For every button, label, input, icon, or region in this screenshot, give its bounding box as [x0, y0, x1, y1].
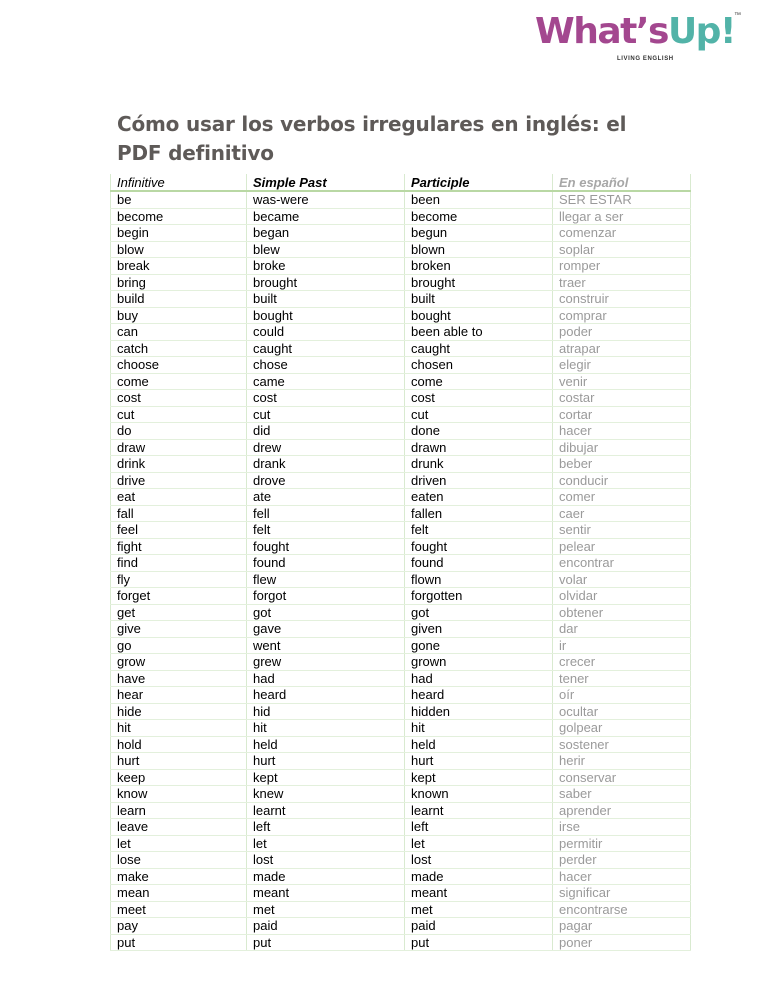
- infinitive-cell: leave: [111, 819, 247, 836]
- table-row: [111, 918, 691, 935]
- infinitive-cell: put: [111, 934, 247, 951]
- simple-past-cell: met: [247, 901, 405, 918]
- infinitive-cell: know: [111, 786, 247, 803]
- table-row: [111, 621, 691, 638]
- simple-past-cell: lost: [247, 852, 405, 869]
- spanish-cell: cortar: [553, 406, 691, 423]
- participle-cell: chosen: [405, 357, 553, 374]
- participle-cell: left: [405, 819, 553, 836]
- simple-past-cell: ate: [247, 489, 405, 506]
- infinitive-cell: hear: [111, 687, 247, 704]
- participle-cell: flown: [405, 571, 553, 588]
- infinitive-cell: grow: [111, 654, 247, 671]
- spanish-cell: olvidar: [553, 588, 691, 605]
- simple-past-cell: caught: [247, 340, 405, 357]
- spanish-cell: permitir: [553, 835, 691, 852]
- table-row: [111, 604, 691, 621]
- participle-cell: heard: [405, 687, 553, 704]
- spanish-cell: aprender: [553, 802, 691, 819]
- participle-cell: cost: [405, 390, 553, 407]
- simple-past-cell: paid: [247, 918, 405, 935]
- table-row: [111, 423, 691, 440]
- participle-cell: been able to: [405, 324, 553, 341]
- infinitive-cell: cut: [111, 406, 247, 423]
- spanish-cell: volar: [553, 571, 691, 588]
- infinitive-cell: keep: [111, 769, 247, 786]
- participle-cell: blown: [405, 241, 553, 258]
- participle-cell: eaten: [405, 489, 553, 506]
- infinitive-cell: blow: [111, 241, 247, 258]
- table-row: [111, 819, 691, 836]
- participle-cell: broken: [405, 258, 553, 275]
- simple-past-cell: was-were: [247, 191, 405, 208]
- simple-past-cell: let: [247, 835, 405, 852]
- table-row: [111, 769, 691, 786]
- table-row: [111, 868, 691, 885]
- header-infinitive: Infinitive: [111, 174, 247, 191]
- infinitive-cell: fall: [111, 505, 247, 522]
- participle-cell: fallen: [405, 505, 553, 522]
- spanish-cell: sostener: [553, 736, 691, 753]
- participle-cell: made: [405, 868, 553, 885]
- table-row: [111, 456, 691, 473]
- participle-cell: felt: [405, 522, 553, 539]
- table-row: [111, 373, 691, 390]
- simple-past-cell: fell: [247, 505, 405, 522]
- participle-cell: come: [405, 373, 553, 390]
- participle-cell: known: [405, 786, 553, 803]
- spanish-cell: construir: [553, 291, 691, 308]
- infinitive-cell: build: [111, 291, 247, 308]
- participle-cell: let: [405, 835, 553, 852]
- simple-past-cell: drew: [247, 439, 405, 456]
- spanish-cell: dar: [553, 621, 691, 638]
- participle-cell: caught: [405, 340, 553, 357]
- table-header-row: [111, 174, 691, 191]
- table-row: [111, 225, 691, 242]
- spanish-cell: ocultar: [553, 703, 691, 720]
- simple-past-cell: meant: [247, 885, 405, 902]
- logo-tagline: LIVING ENGLISH: [617, 56, 674, 62]
- participle-cell: drawn: [405, 439, 553, 456]
- infinitive-cell: hurt: [111, 753, 247, 770]
- participle-cell: lost: [405, 852, 553, 869]
- spanish-cell: golpear: [553, 720, 691, 737]
- simple-past-cell: broke: [247, 258, 405, 275]
- trademark-mark: ™: [734, 12, 741, 19]
- simple-past-cell: chose: [247, 357, 405, 374]
- spanish-cell: elegir: [553, 357, 691, 374]
- table-row: [111, 307, 691, 324]
- participle-cell: forgotten: [405, 588, 553, 605]
- table-row: [111, 670, 691, 687]
- participle-cell: been: [405, 191, 553, 208]
- spanish-cell: romper: [553, 258, 691, 275]
- spanish-cell: tener: [553, 670, 691, 687]
- simple-past-cell: blew: [247, 241, 405, 258]
- simple-past-cell: drank: [247, 456, 405, 473]
- participle-cell: hidden: [405, 703, 553, 720]
- infinitive-cell: hold: [111, 736, 247, 753]
- participle-cell: given: [405, 621, 553, 638]
- simple-past-cell: gave: [247, 621, 405, 638]
- simple-past-cell: hurt: [247, 753, 405, 770]
- table-row: [111, 241, 691, 258]
- simple-past-cell: knew: [247, 786, 405, 803]
- irregular-verbs-table: [110, 174, 691, 951]
- simple-past-cell: hit: [247, 720, 405, 737]
- participle-cell: paid: [405, 918, 553, 935]
- spanish-cell: irse: [553, 819, 691, 836]
- infinitive-cell: feel: [111, 522, 247, 539]
- table-row: [111, 687, 691, 704]
- participle-cell: drunk: [405, 456, 553, 473]
- logo-word-up: Up!: [667, 11, 735, 52]
- table-row: [111, 274, 691, 291]
- participle-cell: found: [405, 555, 553, 572]
- infinitive-cell: come: [111, 373, 247, 390]
- table-row: [111, 786, 691, 803]
- participle-cell: fought: [405, 538, 553, 555]
- spanish-cell: beber: [553, 456, 691, 473]
- participle-cell: held: [405, 736, 553, 753]
- simple-past-cell: brought: [247, 274, 405, 291]
- spanish-cell: comprar: [553, 307, 691, 324]
- infinitive-cell: begin: [111, 225, 247, 242]
- simple-past-cell: held: [247, 736, 405, 753]
- infinitive-cell: do: [111, 423, 247, 440]
- infinitive-cell: become: [111, 208, 247, 225]
- table-row: [111, 291, 691, 308]
- spanish-cell: poder: [553, 324, 691, 341]
- header-simple-past: Simple Past: [247, 174, 405, 191]
- logo-wordmark: [535, 12, 735, 52]
- participle-cell: hit: [405, 720, 553, 737]
- table-row: [111, 720, 691, 737]
- spanish-cell: crecer: [553, 654, 691, 671]
- spanish-cell: dibujar: [553, 439, 691, 456]
- spanish-cell: herir: [553, 753, 691, 770]
- infinitive-cell: be: [111, 191, 247, 208]
- participle-cell: begun: [405, 225, 553, 242]
- table-row: [111, 324, 691, 341]
- participle-cell: met: [405, 901, 553, 918]
- table-row: [111, 258, 691, 275]
- infinitive-cell: can: [111, 324, 247, 341]
- spanish-cell: conservar: [553, 769, 691, 786]
- table-row: [111, 736, 691, 753]
- simple-past-cell: cost: [247, 390, 405, 407]
- participle-cell: learnt: [405, 802, 553, 819]
- table-row: [111, 208, 691, 225]
- infinitive-cell: have: [111, 670, 247, 687]
- infinitive-cell: buy: [111, 307, 247, 324]
- participle-cell: driven: [405, 472, 553, 489]
- table-row: [111, 852, 691, 869]
- spanish-cell: ir: [553, 637, 691, 654]
- participle-cell: become: [405, 208, 553, 225]
- table-row: [111, 703, 691, 720]
- simple-past-cell: bought: [247, 307, 405, 324]
- simple-past-cell: drove: [247, 472, 405, 489]
- simple-past-cell: hid: [247, 703, 405, 720]
- simple-past-cell: had: [247, 670, 405, 687]
- participle-cell: hurt: [405, 753, 553, 770]
- table-body: [111, 191, 691, 951]
- spanish-cell: saber: [553, 786, 691, 803]
- participle-cell: meant: [405, 885, 553, 902]
- simple-past-cell: forgot: [247, 588, 405, 605]
- spanish-cell: pelear: [553, 538, 691, 555]
- document-title: Cómo usar los verbos irregulares en inglés: el PDF definitivo: [117, 112, 627, 165]
- spanish-cell: comenzar: [553, 225, 691, 242]
- spanish-cell: encontrarse: [553, 901, 691, 918]
- simple-past-cell: built: [247, 291, 405, 308]
- participle-cell: bought: [405, 307, 553, 324]
- spanish-cell: hacer: [553, 868, 691, 885]
- participle-cell: built: [405, 291, 553, 308]
- simple-past-cell: flew: [247, 571, 405, 588]
- simple-past-cell: became: [247, 208, 405, 225]
- infinitive-cell: drive: [111, 472, 247, 489]
- spanish-cell: pagar: [553, 918, 691, 935]
- simple-past-cell: found: [247, 555, 405, 572]
- simple-past-cell: made: [247, 868, 405, 885]
- table-row: [111, 340, 691, 357]
- spanish-cell: costar: [553, 390, 691, 407]
- participle-cell: had: [405, 670, 553, 687]
- spanish-cell: poner: [553, 934, 691, 951]
- simple-past-cell: put: [247, 934, 405, 951]
- simple-past-cell: fought: [247, 538, 405, 555]
- table-row: [111, 934, 691, 951]
- table-row: [111, 390, 691, 407]
- participle-cell: done: [405, 423, 553, 440]
- spanish-cell: encontrar: [553, 555, 691, 572]
- participle-cell: kept: [405, 769, 553, 786]
- simple-past-cell: got: [247, 604, 405, 621]
- infinitive-cell: lose: [111, 852, 247, 869]
- spanish-cell: atrapar: [553, 340, 691, 357]
- table-row: [111, 191, 691, 208]
- simple-past-cell: felt: [247, 522, 405, 539]
- spanish-cell: obtener: [553, 604, 691, 621]
- infinitive-cell: fly: [111, 571, 247, 588]
- spanish-cell: significar: [553, 885, 691, 902]
- table-row: [111, 555, 691, 572]
- spanish-cell: venir: [553, 373, 691, 390]
- infinitive-cell: cost: [111, 390, 247, 407]
- participle-cell: grown: [405, 654, 553, 671]
- infinitive-cell: forget: [111, 588, 247, 605]
- table-row: [111, 522, 691, 539]
- infinitive-cell: choose: [111, 357, 247, 374]
- table-row: [111, 505, 691, 522]
- infinitive-cell: learn: [111, 802, 247, 819]
- infinitive-cell: meet: [111, 901, 247, 918]
- spanish-cell: SER ESTAR: [553, 191, 691, 208]
- simple-past-cell: went: [247, 637, 405, 654]
- infinitive-cell: drink: [111, 456, 247, 473]
- simple-past-cell: left: [247, 819, 405, 836]
- table-row: [111, 472, 691, 489]
- table-row: [111, 588, 691, 605]
- spanish-cell: comer: [553, 489, 691, 506]
- table-row: [111, 885, 691, 902]
- spanish-cell: caer: [553, 505, 691, 522]
- simple-past-cell: began: [247, 225, 405, 242]
- table-row: [111, 753, 691, 770]
- infinitive-cell: get: [111, 604, 247, 621]
- infinitive-cell: mean: [111, 885, 247, 902]
- infinitive-cell: find: [111, 555, 247, 572]
- spanish-cell: oír: [553, 687, 691, 704]
- participle-cell: brought: [405, 274, 553, 291]
- table-row: [111, 538, 691, 555]
- spanish-cell: hacer: [553, 423, 691, 440]
- table-row: [111, 357, 691, 374]
- spanish-cell: llegar a ser: [553, 208, 691, 225]
- simple-past-cell: could: [247, 324, 405, 341]
- header-spanish: En español: [553, 174, 691, 191]
- infinitive-cell: give: [111, 621, 247, 638]
- participle-cell: cut: [405, 406, 553, 423]
- infinitive-cell: go: [111, 637, 247, 654]
- infinitive-cell: bring: [111, 274, 247, 291]
- header-participle: Participle: [405, 174, 553, 191]
- participle-cell: got: [405, 604, 553, 621]
- infinitive-cell: hit: [111, 720, 247, 737]
- table-row: [111, 406, 691, 423]
- infinitive-cell: let: [111, 835, 247, 852]
- table-row: [111, 901, 691, 918]
- spanish-cell: perder: [553, 852, 691, 869]
- spanish-cell: conducir: [553, 472, 691, 489]
- infinitive-cell: break: [111, 258, 247, 275]
- table-row: [111, 637, 691, 654]
- spanish-cell: sentir: [553, 522, 691, 539]
- simple-past-cell: heard: [247, 687, 405, 704]
- simple-past-cell: kept: [247, 769, 405, 786]
- infinitive-cell: fight: [111, 538, 247, 555]
- infinitive-cell: catch: [111, 340, 247, 357]
- table-row: [111, 571, 691, 588]
- infinitive-cell: hide: [111, 703, 247, 720]
- infinitive-cell: eat: [111, 489, 247, 506]
- simple-past-cell: cut: [247, 406, 405, 423]
- simple-past-cell: came: [247, 373, 405, 390]
- spanish-cell: soplar: [553, 241, 691, 258]
- logo-word-whats: What’s: [535, 11, 668, 52]
- table-row: [111, 439, 691, 456]
- infinitive-cell: make: [111, 868, 247, 885]
- table-row: [111, 489, 691, 506]
- infinitive-cell: pay: [111, 918, 247, 935]
- simple-past-cell: grew: [247, 654, 405, 671]
- participle-cell: gone: [405, 637, 553, 654]
- table-row: [111, 654, 691, 671]
- infinitive-cell: draw: [111, 439, 247, 456]
- simple-past-cell: learnt: [247, 802, 405, 819]
- brand-logo: [535, 11, 741, 67]
- table-row: [111, 802, 691, 819]
- spanish-cell: traer: [553, 274, 691, 291]
- table-row: [111, 835, 691, 852]
- participle-cell: put: [405, 934, 553, 951]
- simple-past-cell: did: [247, 423, 405, 440]
